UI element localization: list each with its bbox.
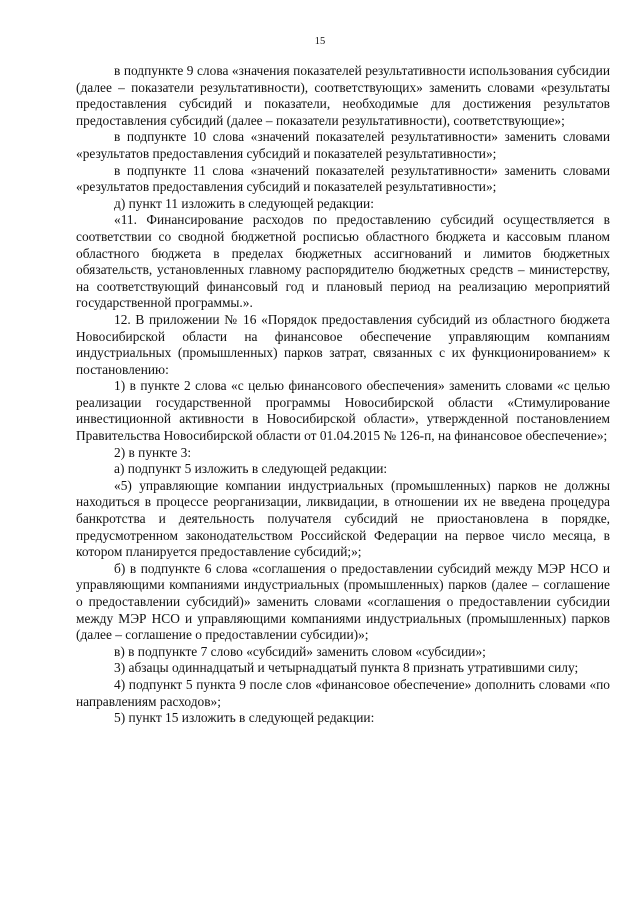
paragraph: в) в подпункте 7 слово «субсидий» заменить словом «субсидии»;: [114, 643, 486, 659]
paragraph: 1) в пункте 2 слова «с целью финансового обеспечения» заменить словами «с целью реализации государственной программы Новосибирской области «Стимулирование инвестиционной активности в Новосибирской области», утвержденной постановлением Правительства Новосибирской области от 01.04.2015 № 126-п, на финансовое обеспечение»;: [76, 378, 610, 444]
paragraph: в подпункте 10 слова «значений показателей результативности» заменить словами «результатов предоставления субсидий и показателей результативности»;: [76, 129, 610, 161]
paragraph: б) в подпункте 6 слова «соглашения о предоставлении субсидий между МЭР НСО и управляющими компаниями индустриальных (промышленных) парков (далее – соглашение о предоставлении субсидий)» заменить словами «соглашения о предоставлении субсидии между МЭР НСО и управляющими компаниями индустриальных (промышленных) парков (далее – соглашение о предоставлении субсидии)»;: [76, 560, 610, 643]
paragraph: «5) управляющие компании индустриальных (промышленных) парков не должны находиться в процессе реорганизации, ликвидации, в отношении их не введена процедура банкротства и деятельность получателя субсидий не приостановлена в порядке, предусмотренном законодательством Российской Федерации на первое число месяца, в котором планируется предоставление субсидий;»;: [76, 477, 610, 560]
paragraph: 4) подпункт 5 пункта 9 после слов «финансовое обеспечение» дополнить словами «по направлениям расходов»;: [76, 676, 610, 709]
paragraph: д) пункт 11 изложить в следующей редакции:: [114, 195, 374, 211]
paragraph: в подпункте 11 слова «значений показателей результативности» заменить словами «результатов предоставления субсидий и показателей результативности»;: [76, 162, 610, 195]
paragraph: 2) в пункте 3:: [114, 444, 192, 460]
paragraph: 5) пункт 15 изложить в следующей редакции:: [114, 710, 375, 726]
paragraph: а) подпункт 5 изложить в следующей редакции:: [114, 461, 388, 477]
paragraph: в подпункте 9 слова «значения показателей результативности использования субсидии (далее – показатели результативности), соответствующих» заменить словами «результаты предоставления субсидий и показатели, необходимые для достижения результатов предоставления субсидий (далее – показатели результативности), соответствующие»;: [76, 63, 610, 128]
document-body: [76, 63, 610, 727]
paragraph: 12. В приложении № 16 «Порядок предоставления субсидий из областного бюджета Новосибирской области на финансовое обеспечение управляющим компаниям индустриальных (промышленных) парков затрат, связанных с их функционированием» к постановлению:: [76, 311, 610, 377]
page-number: 15: [314, 36, 326, 47]
paragraph: «11. Финансирование расходов по предоставлению субсидий осуществляется в соответствии со сводной бюджетной росписью областного бюджета и кассовым планом областного бюджета в пределах бюджетных ассигнований и лимитов бюджетных обязательств, установленных главному распорядителю бюджетных средств – министерству, на соответствующий финансовый год и плановый период на реализацию мероприятий государственной программы.».: [76, 212, 610, 311]
paragraph: 3) абзацы одиннадцатый и четырнадцатый пункта 8 признать утратившими силу;: [114, 660, 579, 676]
